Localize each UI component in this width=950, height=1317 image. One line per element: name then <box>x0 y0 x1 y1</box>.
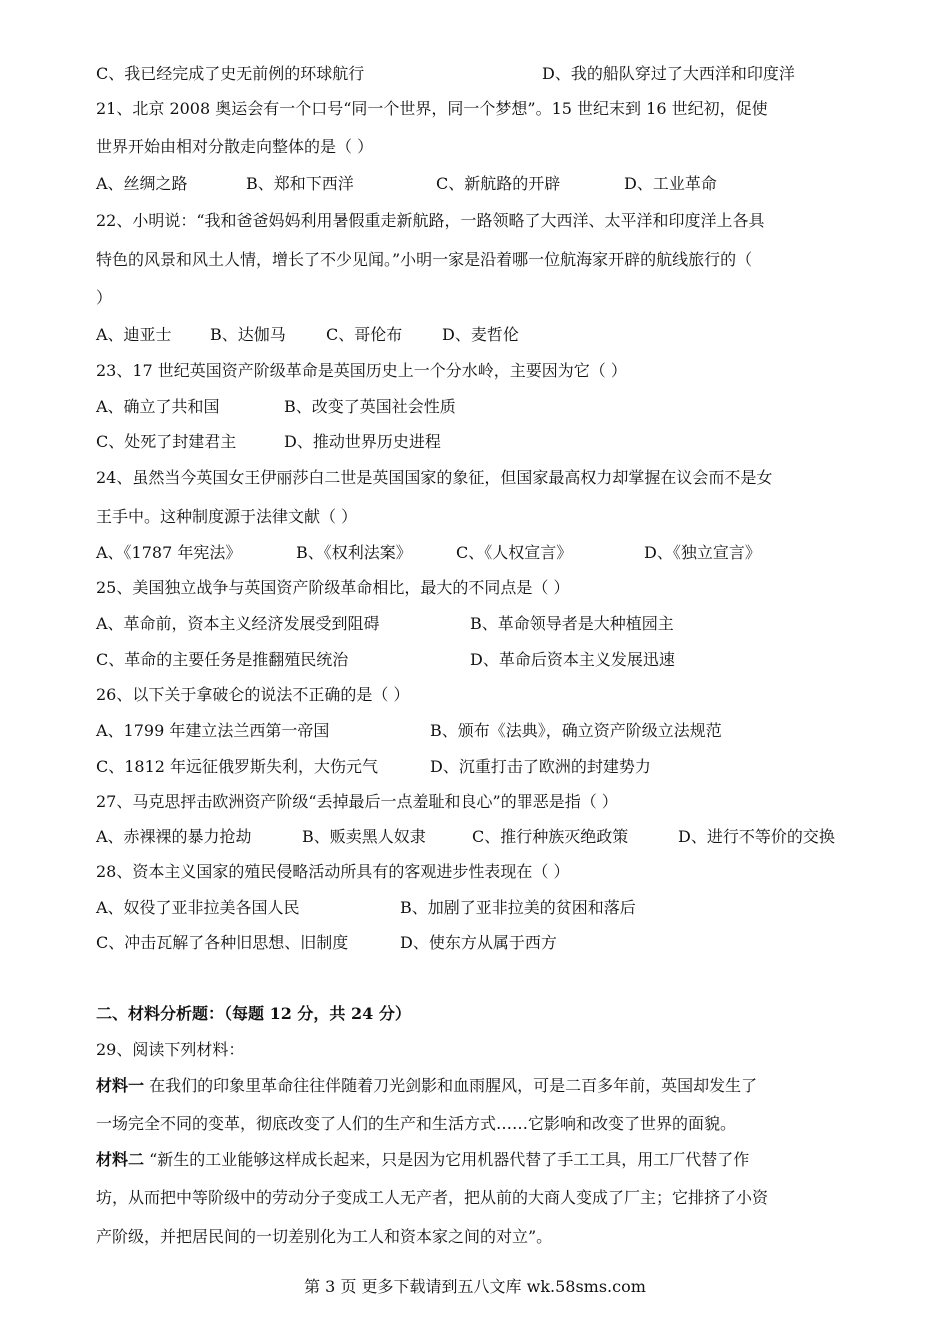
q23-option-c: C、处死了封建君主 <box>96 432 237 451</box>
q22-stem-line1: 22、小明说：“我和爸爸妈妈利用暑假重走新航路，一路领略了大西洋、太平洋和印度洋上各具 <box>96 211 765 230</box>
q25-stem-line1: 25、美国独立战争与英国资产阶级革命相比，最大的不同点是（ ） <box>96 578 570 597</box>
q29-material1-line1 <box>96 1076 757 1096</box>
q22-option-c: C、哥伦布 <box>326 325 403 344</box>
q23-stem-line1: 23、17 世纪英国资产阶级革命是英国历史上一个分水岭，主要因为它（ ） <box>96 361 627 380</box>
q23-option-d: D、推动世界历史进程 <box>284 432 441 451</box>
q21-option-d: D、工业革命 <box>624 174 717 193</box>
q21-option-b: B、郑和下西洋 <box>246 174 354 193</box>
q23-option-b: B、改变了英国社会性质 <box>284 397 456 416</box>
q21-stem-line1: 21、北京 2008 奥运会有一个口号“同一个世界，同一个梦想”。15 世纪末到 16 世纪初，促使 <box>96 99 768 118</box>
q23-option-a: A、确立了共和国 <box>96 397 220 416</box>
q29-material2-line3: 产阶级，并把居民间的一切差别化为工人和资本家之间的对立”。 <box>96 1227 553 1246</box>
q28-option-a: A、奴役了亚非拉美各国人民 <box>96 898 300 917</box>
q26-option-a: A、1799 年建立法兰西第一帝国 <box>96 721 330 740</box>
section2-heading: 二、材料分析题：（每题 12 分，共 24 分） <box>96 1004 411 1023</box>
q25-option-a: A、革命前，资本主义经济发展受到阻碍 <box>96 614 380 633</box>
q27-option-b: B、贩卖黑人奴隶 <box>302 827 426 846</box>
q24-stem-line2: 王手中。这种制度源于法律文献（ ） <box>96 507 358 526</box>
q29-material2-line2: 坊，从而把中等阶级中的劳动分子变成工人无产者，把从前的大商人变成了厂主；它排挤了小资 <box>96 1188 769 1207</box>
q24-option-d: D、《独立宣言》 <box>644 543 761 562</box>
q28-option-c: C、冲击瓦解了各种旧思想、旧制度 <box>96 933 349 952</box>
q29-intro: 29、阅读下列材料： <box>96 1040 245 1059</box>
q21-stem-line2: 世界开始由相对分散走向整体的是（ ） <box>96 137 374 156</box>
q22-option-b: B、达伽马 <box>210 325 286 344</box>
q22-option-d: D、麦哲伦 <box>442 325 519 344</box>
material1-label: 材料一 <box>96 1076 145 1095</box>
q29-material2-line1 <box>96 1150 749 1170</box>
q24-option-a: A、《1787 年宪法》 <box>96 543 242 562</box>
q25-option-b: B、革命领导者是大种植园主 <box>470 614 674 633</box>
q26-option-d: D、沉重打击了欧洲的封建势力 <box>430 757 651 776</box>
q21-option-a: A、丝绸之路 <box>96 174 188 193</box>
q26-option-b: B、颁布《法典》，确立资产阶级立法规范 <box>430 721 722 740</box>
q27-option-a: A、赤裸裸的暴力抢劫 <box>96 827 252 846</box>
q22-stem-line3: ） <box>96 288 113 307</box>
q24-option-c: C、《人权宣言》 <box>456 543 573 562</box>
q27-option-d: D、进行不等价的交换 <box>678 827 835 846</box>
q20-option-c: C、我已经完成了史无前例的环球航行 <box>96 64 365 83</box>
q22-option-a: A、迪亚士 <box>96 325 172 344</box>
q28-stem-line1: 28、资本主义国家的殖民侵略活动所具有的客观进步性表现在（ ） <box>96 862 570 881</box>
q22-stem-line2: 特色的风景和风土人情，增长了不少见闻。”小明一家是沿着哪一位航海家开辟的航线旅行的（ <box>96 250 753 269</box>
q27-option-c: C、推行种族灭绝政策 <box>472 827 629 846</box>
material1-text: 在我们的印象里革命往往伴随着刀光剑影和血雨腥风，可是二百多年前，英国却发生了 <box>144 1076 758 1095</box>
q27-stem-line1: 27、马克思抨击欧洲资产阶级“丢掉最后一点羞耻和良心”的罪恶是指（ ） <box>96 792 618 811</box>
q25-option-d: D、革命后资本主义发展迅速 <box>470 650 675 669</box>
q24-stem-line1: 24、虽然当今英国女王伊丽莎白二世是英国国家的象征，但国家最高权力却掌握在议会而不是女 <box>96 468 773 487</box>
q28-option-b: B、加剧了亚非拉美的贫困和落后 <box>400 898 636 917</box>
material2-label: 材料二 <box>96 1150 145 1169</box>
page-footer: 第 3 页 更多下载请到五八文库 wk.58sms.com <box>304 1277 646 1296</box>
q29-material1-line2: 一场完全不同的变革，彻底改变了人们的生产和生活方式……它影响和改变了世界的面貌。 <box>96 1114 737 1133</box>
q24-option-b: B、《权利法案》 <box>296 543 412 562</box>
q26-stem-line1: 26、以下关于拿破仑的说法不正确的是（ ） <box>96 685 410 704</box>
q20-option-d: D、我的船队穿过了大西洋和印度洋 <box>542 64 795 83</box>
material2-text: “新生的工业能够这样成长起来，只是因为它用机器代替了手工工具，用工厂代替了作 <box>144 1150 750 1169</box>
q25-option-c: C、革命的主要任务是推翻殖民统治 <box>96 650 349 669</box>
q28-option-d: D、使东方从属于西方 <box>400 933 557 952</box>
q26-option-c: C、1812 年远征俄罗斯失利，大伤元气 <box>96 757 379 776</box>
q21-option-c: C、新航路的开辟 <box>436 174 561 193</box>
